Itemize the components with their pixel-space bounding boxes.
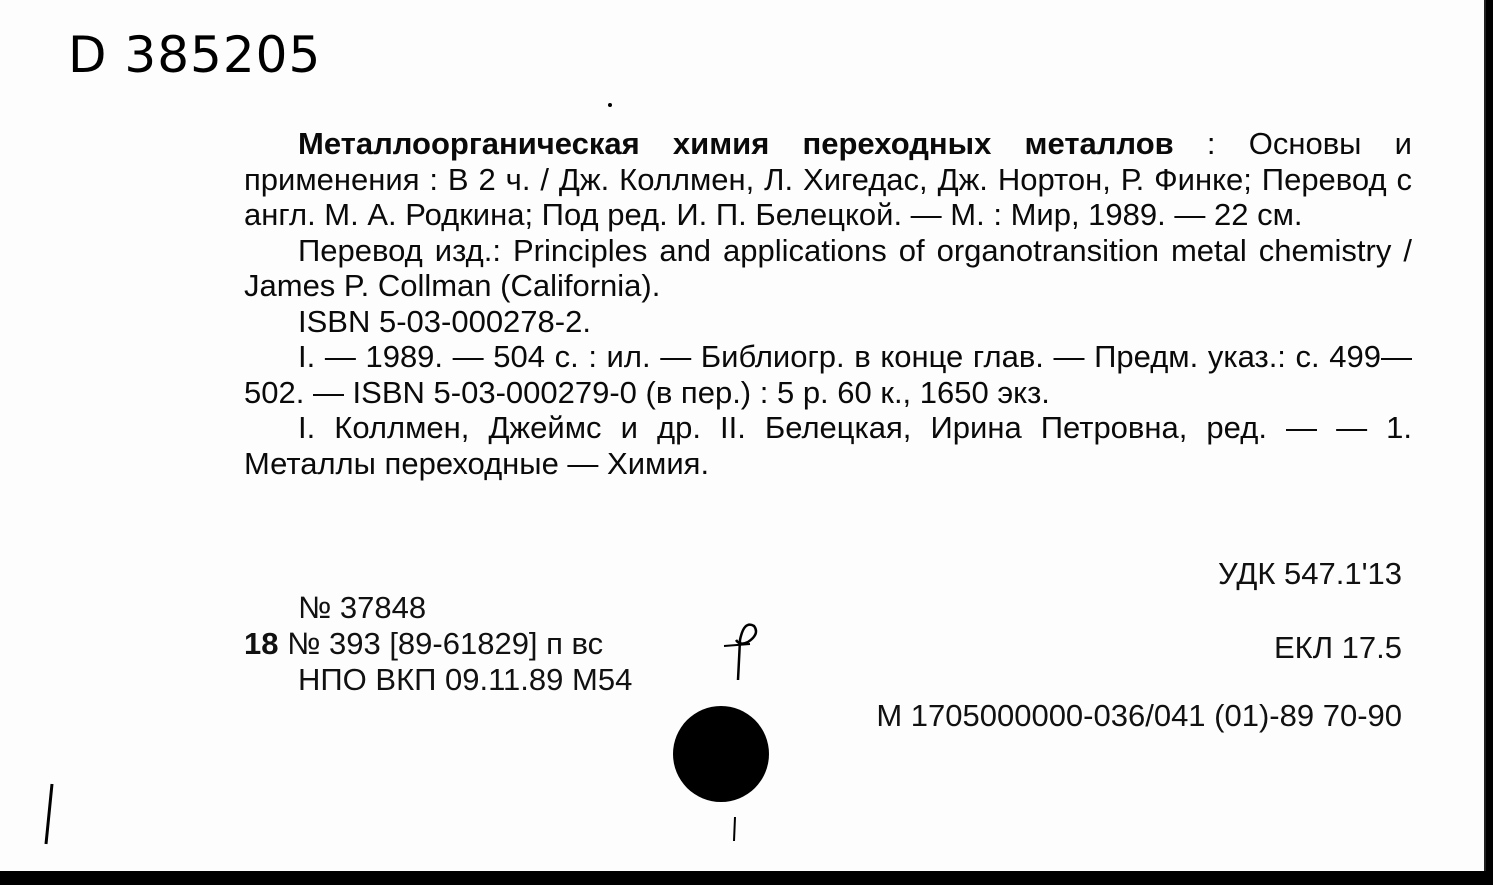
print-info	[244, 590, 632, 698]
punch-hole	[673, 706, 769, 802]
pencil-tick-icon	[730, 815, 740, 845]
order-prefix: 18	[244, 626, 279, 661]
added-entries: I. Коллмен, Джеймс и др. II. Белецкая, Ирина Петровна, ред. — — 1. Металлы переходные — Химия.	[244, 410, 1412, 481]
volume-paragraph: I. — 1989. — 504 с. : ил. — Библиогр. в конце глав. — Предм. указ.: с. 499—502. — ISBN 5-03-000279-0 (в пер.) : 5 р. 60 к., 1650 экз.	[244, 339, 1412, 410]
ekl-code: ЕКЛ 17.5	[1273, 630, 1402, 665]
translation-note: Перевод изд.: Principles and applications of organotransition metal chemistry / James P. Collman (California).	[244, 232, 1412, 303]
call-number: D 385205	[68, 26, 322, 84]
title-rest: : Основы и применения : В 2 ч. / Дж. Коллмен, Л. Хигедас, Дж. Нортон, Р. Финке; Перевод с англ. М. А. Родкина; Под ред. И. П. Белецкой. — М. : Мир, 1989. — 22 см.	[244, 126, 1412, 232]
handwritten-mark-icon	[720, 610, 770, 690]
publisher-code: М 1705000000-036/041 (01)-89 70-90	[876, 698, 1402, 733]
order-rest: № 393 [89-61829] п вс	[287, 626, 604, 661]
pencil-mark-icon	[40, 780, 60, 850]
udk-code: УДК 547.1'13	[1218, 556, 1402, 591]
title-paragraph	[244, 126, 1412, 233]
card-number: № 37848	[298, 590, 427, 625]
title-bold: Металлоорганическая химия переходных металлов	[298, 126, 1174, 161]
order-line	[244, 626, 632, 662]
npo-line: НПО ВКП 09.11.89 М54	[298, 662, 633, 697]
ink-dot	[608, 103, 612, 107]
isbn-line: ISBN 5-03-000278-2.	[298, 303, 591, 339]
bibliographic-record	[244, 126, 1412, 481]
